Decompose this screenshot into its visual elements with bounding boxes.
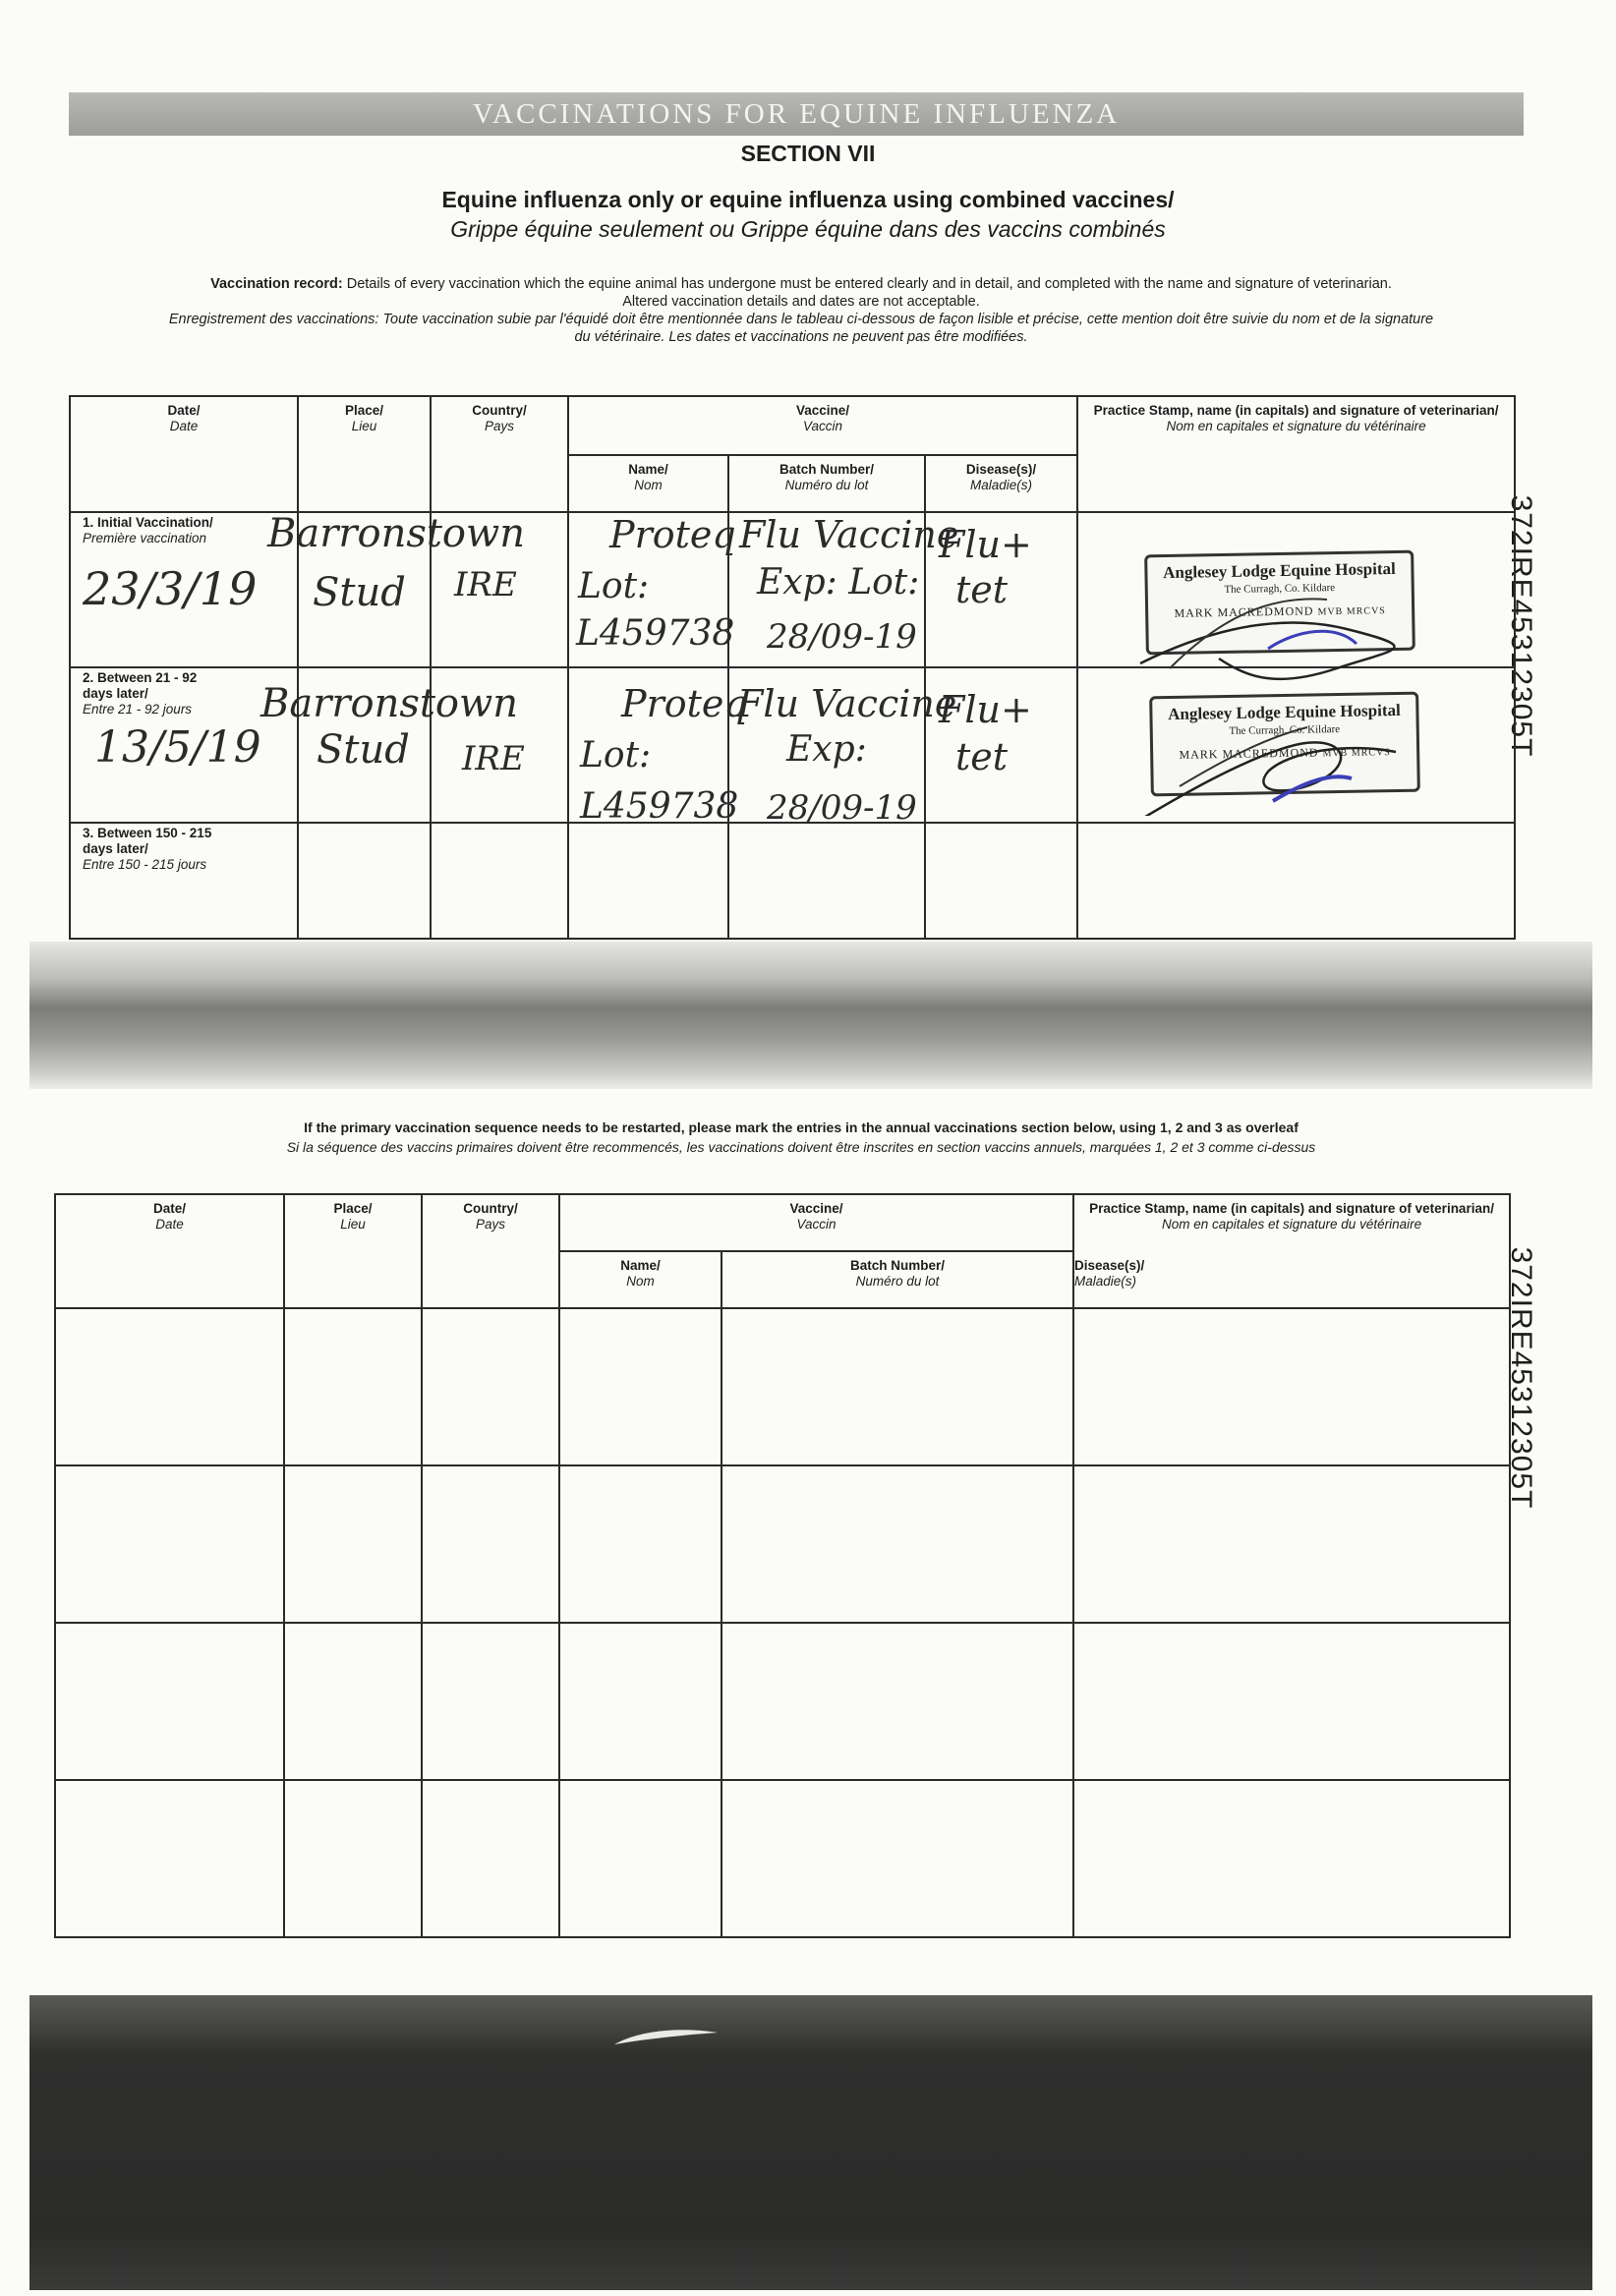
note-fr [79,311,1524,328]
annual-header-practice-stamp: Practice Stamp, name (in capitals) and signature of veterinarian/ Nom en capitales et signature du vétérinaire [1073,1194,1510,1308]
annual-vaccination-table [54,1193,1511,1938]
entry-1-place: Barronstown [267,511,526,556]
table-row [55,1780,1510,1937]
page-title: VACCINATIONS FOR EQUINE INFLUENZA [472,98,1121,130]
subtitle-en: Equine influenza only or equine influenza using combined vaccines/ [441,187,1175,212]
note-en-label: Vaccination record: [210,276,343,292]
note-fr-label: Enregistrement des vaccinations: [168,312,379,327]
lower-note-fr: Si la séquence des vaccins primaires doivent être recommencés, les vaccinations doivent être inscrites en section vaccins annuels, marquées 1, 2 et 3 comme ci-dessus [286,1139,1316,1155]
entry-1-lot-label: Lot: [578,566,650,606]
entry-1-country: IRE [454,565,517,604]
row-label-2: 2. Between 21 - 92 days later/ Entre 21 - 92 jours [70,667,298,823]
entry-2-date: 13/5/19 [94,722,261,773]
section-number: SECTION VII [740,141,876,166]
header-batch-number: Batch Number/ Numéro du lot [728,455,925,512]
entry-1-expiry-label: Exp: Lot: [757,562,920,603]
entry-2-country: IRE [462,739,525,778]
vet-signatures [1101,550,1474,816]
entry-2-place: Barronstown [260,681,519,726]
practice-stamp-2: Anglesey Lodge Equine Hospital The Curragh, Co. Kildare MARK MACREDMOND MVB MRCVS [1149,692,1420,797]
header-vaccine-name: Name/ Nom [568,455,728,512]
annual-header-date: Date/ Date [55,1194,284,1308]
entry-2-expiry-date: 28/09-19 [767,788,917,828]
header-country: Country/ Pays [431,396,568,512]
scan-dark-edge [29,1995,1592,2290]
lower-note-en: If the primary vaccination sequence needs to be restarted, please mark the entries in the annual vaccinations section below, using 1, 2 and 3 as overleaf [304,1119,1299,1135]
note-en-text: Details of every vaccination which the equine animal has undergone must be entered clearly and in detail, and completed with the name and signature of veterinarian. [346,276,1392,292]
entry-1-batch: Flu Vaccine [739,513,959,556]
annual-header-place: Place/ Lieu [284,1194,422,1308]
scan-shadow-band [29,942,1592,1089]
entry-1-expiry-date: 28/09-19 [767,617,917,657]
header-disease: Disease(s)/ Maladie(s) [925,455,1077,512]
entry-2-disease: Flu+ [939,688,1032,731]
side-id-bottom: 372IRE45312305T [1505,1246,1537,1510]
entry-2-disease-2: tet [955,735,1009,778]
annual-header-country: Country/ Pays [422,1194,559,1308]
side-id-top: 372IRE45312305T [1505,494,1537,758]
entry-1-disease: Flu+ [939,523,1032,566]
entry-2-batch: Flu Vaccine [737,682,957,725]
entry-2-expiry-label: Exp: [786,729,867,770]
header-date: Date/ Date [70,396,298,512]
note-fr-2: du vétérinaire. Les dates et vaccinations ne peuvent pas être modifiées. [574,329,1028,345]
row-label-3: 3. Between 150 - 215 days later/ Entre 150 - 215 jours [70,823,298,939]
entry-2-lot-label: Lot: [580,735,652,775]
entry-1-date: 23/3/19 [83,562,258,615]
table-row [70,823,1515,939]
scan-glare [609,2023,727,2052]
note-en [79,275,1524,293]
practice-stamp-1: Anglesey Lodge Equine Hospital The Curragh, Co. Kildare MARK MACREDMOND MVB MRCVS [1144,550,1415,656]
annual-header-vaccine-name: Name/ Nom [559,1251,721,1308]
note-en-2: Altered vaccination details and dates are not acceptable. [622,294,980,310]
table-row [55,1308,1510,1465]
table-row [55,1623,1510,1780]
header-vaccine: Vaccine/ Vaccin [568,396,1077,455]
annual-header-batch-number: Batch Number/ Numéro du lot [721,1251,1073,1308]
table-row [55,1465,1510,1623]
note-fr-text: Toute vaccination subie par l'équidé doit être mentionnée dans le tableau ci-dessous de façon lisible et précise, cette mention doit être suivie du nom et de la signature [382,312,1434,327]
row-label-1: 1. Initial Vaccination/ Première vaccination [70,512,298,667]
header-practice-stamp: Practice Stamp, name (in capitals) and signature of veterinarian/ Nom en capitales et signature du vétérinaire [1077,396,1515,512]
header-place: Place/ Lieu [298,396,431,512]
entry-1-disease-2: tet [955,568,1009,611]
entry-1-vaccine-name: Proteq [609,513,736,556]
entry-2-vaccine-name: Proteq [621,682,748,725]
subtitle-fr: Grippe équine seulement ou Grippe équine dans des vaccins combinés [450,216,1166,242]
entry-2-lot-number: L459738 [580,786,739,827]
entry-1-place-2: Stud [313,570,406,615]
annual-header-vaccine: Vaccine/ Vaccin [559,1194,1073,1251]
entry-1-lot-number: L459738 [576,613,735,654]
entry-2-place-2: Stud [317,727,410,773]
